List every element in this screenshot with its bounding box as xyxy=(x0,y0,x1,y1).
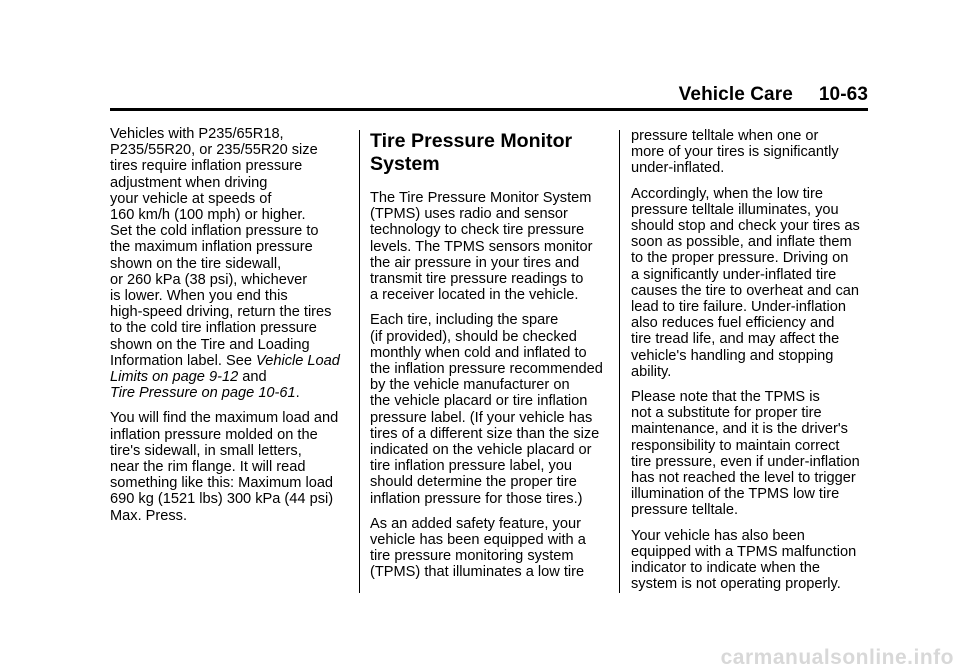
text-line: is lower. When you end this xyxy=(110,288,288,305)
text-line: Your vehicle has also been xyxy=(631,527,805,544)
text-line: levels. The TPMS sensors monitor xyxy=(370,238,593,255)
text-line: tire pressure, even if under-inflation xyxy=(631,453,860,470)
period: . xyxy=(295,385,300,402)
text-line: the maximum inflation pressure xyxy=(110,239,313,256)
text-line: should determine the proper tire xyxy=(370,474,577,491)
line-group xyxy=(110,410,338,523)
text-line: the vehicle placard or tire inflation xyxy=(370,393,588,410)
heading-line-2: System xyxy=(370,153,440,175)
text-line: (TPMS) that illuminates a low tire xyxy=(370,564,585,581)
text-line: more of your tires is significantly xyxy=(631,144,839,161)
line-group xyxy=(631,186,860,380)
text-line: tires require inflation pressure xyxy=(110,158,303,175)
text-line: tire's sidewall, in small letters, xyxy=(110,442,302,459)
text-line: has not reached the level to trigger xyxy=(631,470,856,487)
text-line: a receiver located in the vehicle. xyxy=(370,287,579,304)
watermark: carmanualsonline.info xyxy=(720,646,954,669)
text-line: tires of a different size than the size xyxy=(370,425,600,442)
text-line: technology to check tire pressure xyxy=(370,222,585,239)
page-number: 10-63 xyxy=(818,84,868,105)
paragraph-tpms-intro xyxy=(370,190,610,303)
text-line: ability. xyxy=(631,363,672,380)
text-line: tire pressure monitoring system xyxy=(370,548,574,565)
paragraph-please-note xyxy=(631,389,871,519)
link-vehicle-load-limits[interactable]: Vehicle Load Limits on page 9-12 xyxy=(110,352,340,386)
text-line: something like this: Maximum load xyxy=(110,475,334,492)
link-tire-pressure[interactable]: Tire Pressure on page 10-61 xyxy=(110,385,296,402)
text-line: indicator to indicate when the xyxy=(631,560,821,577)
text-line: high-speed driving, return the tires xyxy=(110,304,332,321)
and-text: and xyxy=(242,369,267,386)
text-line: near the rim flange. It will read xyxy=(110,459,306,476)
text-line: tire tread life, and may affect the xyxy=(631,331,840,348)
text-line: Max. Press. xyxy=(110,507,188,524)
text-line: or 260 kPa (38 psi), whichever xyxy=(110,271,308,288)
heading-line-1: Tire Pressure Monitor xyxy=(370,130,573,152)
column-3 xyxy=(631,128,871,601)
line-group xyxy=(631,389,860,518)
paragraph-max-load xyxy=(110,410,346,523)
column-2 xyxy=(370,130,610,590)
line-group xyxy=(110,126,331,353)
text-line: (if provided), should be checked xyxy=(370,328,577,345)
text-line: pressure label. (If your vehicle has xyxy=(370,409,593,426)
text-line: Accordingly, when the low tire xyxy=(631,185,823,202)
section-title: Vehicle Care xyxy=(678,84,793,105)
column-1 xyxy=(110,126,346,533)
paragraph-safety-feature xyxy=(370,516,610,581)
text-line: inflation pressure molded on the xyxy=(110,426,318,443)
text-line: should stop and check your tires as xyxy=(631,218,860,235)
text-line: shown on the tire sidewall, xyxy=(110,255,282,272)
text-line: responsibility to maintain correct xyxy=(631,437,840,454)
text-line: tire inflation pressure label, you xyxy=(370,458,572,475)
text-line: transmit tire pressure readings to xyxy=(370,271,584,288)
paragraph-malfunction xyxy=(631,528,871,593)
text-line: equipped with a TPMS malfunction xyxy=(631,543,857,560)
text-line: to the cold tire inflation pressure xyxy=(110,320,317,337)
header-rule xyxy=(110,108,868,111)
text-line: to the proper pressure. Driving on xyxy=(631,250,849,267)
paragraph-telltale xyxy=(631,128,871,177)
text-line: soon as possible, and inflate them xyxy=(631,234,852,251)
text-line: indicated on the vehicle placard or xyxy=(370,442,592,459)
see-text: Information label. See xyxy=(110,352,252,369)
section-heading xyxy=(370,130,610,176)
paragraph-accordingly xyxy=(631,186,871,380)
text-line: pressure telltale. xyxy=(631,502,739,519)
text-line: also reduces fuel efficiency and xyxy=(631,315,835,332)
text-line: 160 km/h (100 mph) or higher. xyxy=(110,207,306,224)
text-line: pressure telltale illuminates, you xyxy=(631,201,839,218)
text-line: maintenance, and it is the driver's xyxy=(631,421,848,438)
text-line: pressure telltale when one or xyxy=(631,128,819,144)
text-line: the inflation pressure recommended xyxy=(370,361,603,378)
page-header xyxy=(110,84,868,106)
text-line: Each tire, including the spare xyxy=(370,312,559,329)
line-group xyxy=(370,312,603,506)
text-line: not a substitute for proper tire xyxy=(631,405,822,422)
text-line: causes the tire to overheat and can xyxy=(631,282,859,299)
line-group xyxy=(370,516,586,581)
text-line: by the vehicle manufacturer on xyxy=(370,377,570,394)
text-line: monthly when cold and inflated to xyxy=(370,344,587,361)
text-line: under-inflated. xyxy=(631,160,725,177)
text-line: system is not operating properly. xyxy=(631,576,841,593)
paragraph-each-tire xyxy=(370,312,610,506)
text-line: Please note that the TPMS is xyxy=(631,389,820,406)
text-line: You will find the maximum load and xyxy=(110,410,339,427)
text-line: shown on the Tire and Loading xyxy=(110,336,310,353)
text-line: P235/55R20, or 235/55R20 size xyxy=(110,142,318,159)
text-line: As an added safety feature, your xyxy=(370,515,581,532)
column-divider-2 xyxy=(619,130,620,593)
text-line: lead to tire failure. Under-inflation xyxy=(631,299,846,316)
text-line: a significantly under-inflated tire xyxy=(631,266,837,283)
text-line: Vehicles with P235/65R18, xyxy=(110,126,284,142)
line-group xyxy=(370,190,593,303)
text-line: 690 kg (1521 lbs) 300 kPa (44 psi) xyxy=(110,491,334,508)
text-line: The Tire Pressure Monitor System xyxy=(370,190,592,206)
line-group xyxy=(631,528,856,593)
column-divider-1 xyxy=(359,130,360,593)
text-line: adjustment when driving xyxy=(110,174,268,191)
text-line: vehicle has been equipped with a xyxy=(370,532,586,549)
text-line: (TPMS) uses radio and sensor xyxy=(370,206,568,223)
paragraph-high-speed xyxy=(110,126,346,401)
text-line: inflation pressure for those tires.) xyxy=(370,490,583,507)
text-line: your vehicle at speeds of xyxy=(110,190,272,207)
text-line: Set the cold inflation pressure to xyxy=(110,223,319,240)
line-group xyxy=(631,128,839,176)
text-line: vehicle's handling and stopping xyxy=(631,347,834,364)
text-line: illumination of the TPMS low tire xyxy=(631,486,840,503)
text-line: the air pressure in your tires and xyxy=(370,254,580,271)
